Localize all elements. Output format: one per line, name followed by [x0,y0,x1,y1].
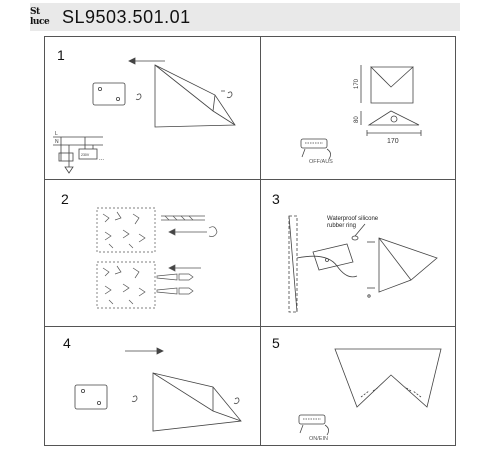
power-cable [297,256,357,277]
brand-logo [30,5,52,29]
step-number-2: 2 [61,191,69,207]
screw-icon [179,274,193,280]
lamp-top-view [369,111,419,125]
panel-4-drawing [45,327,260,445]
panel-1-drawing [45,37,260,179]
mounting-plate [75,385,107,409]
dimension-height-top: 170 [354,78,360,89]
switch-body [299,415,325,424]
wall-texture-bottom [97,262,155,308]
lamp-front-view [335,349,441,407]
wall-texture-top [97,208,155,252]
mounting-plate [313,244,353,270]
callout-text-line-2: rubber ring [327,223,357,229]
dimension-height-bottom: 80 [354,116,360,123]
switch-body [301,139,327,148]
light-rays [361,387,421,397]
panel-dimensions-drawing [261,37,456,179]
instruction-grid [44,36,456,446]
logo-line-2: luce [30,17,50,27]
rotate-arrow-icon [325,425,329,435]
wall-plug [157,288,177,294]
screw-icon [132,396,137,402]
wall-plug [157,274,177,280]
header-bar [30,3,460,31]
label-n: N [55,139,59,145]
step-number-4: 4 [63,335,71,351]
ellipsis: ... [99,156,105,162]
ground-symbol [65,167,73,173]
logo-line-1: St [30,7,40,17]
switch-off-label: OFF/AUS [309,159,333,165]
screw-icon [234,398,239,404]
wall-pattern [103,212,145,248]
panel-2-drawing [45,180,260,326]
arrow-head [129,58,135,64]
rotate-arrow-icon [327,149,331,159]
model-number: SL9503.501.01 [62,6,191,27]
screw-icon [136,94,141,100]
lamp-edge [155,65,235,125]
lamp-body [379,238,437,292]
plate-hole [98,87,101,90]
hand-icon [300,425,303,433]
lamp-front-view [371,67,413,103]
callout-text-line-1: Waterproof silicone [327,216,379,222]
hand-icon [302,149,305,157]
mounting-plate [93,83,125,105]
driver-label: 230V [81,153,90,157]
label-l: L [55,131,58,137]
panel-5-drawing [261,327,456,445]
drill-hand-icon [209,227,217,237]
callout-leader [355,224,365,236]
sensor-circle [391,116,397,122]
step-number-3: 3 [272,191,280,207]
screw-icon [179,288,193,294]
screw-icon [221,91,232,98]
dimension-width: 170 [387,138,399,145]
step-number-5: 5 [272,335,280,351]
switch-on-label: ON/EIN [309,436,328,442]
rubber-ring [352,236,358,240]
step-number-1: 1 [57,47,65,63]
lamp-crease [213,95,215,111]
panel-3-drawing [261,180,456,326]
plate-hole [116,97,119,100]
